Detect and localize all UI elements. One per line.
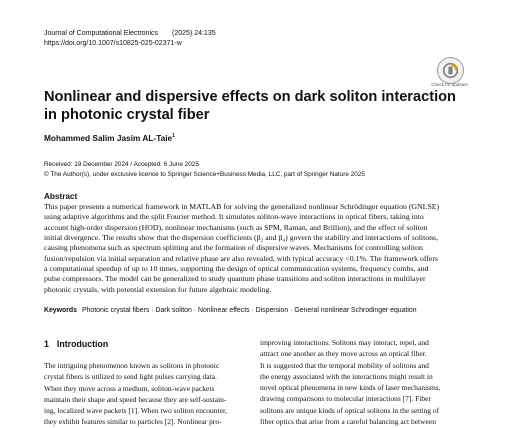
abstract-line: photonic crystals, with potential extension for future algebraic modeling. <box>44 284 272 294</box>
section-number: 1 <box>44 339 49 349</box>
journal-header <box>44 30 216 37</box>
abstract-line: pulse compressors. The model can be generalized to study quantum phase transitions and soliton interactions in multilayer <box>44 274 426 284</box>
abstract-line: causing phenomena such as spectrum splitting and the formation of dispersive waves. Mechanisms for controlling soliton <box>44 243 423 253</box>
abstract-line: account high-order dispersion (HOD), nonlinear mechanisms (such as SPM, Raman, and Brillion), and the effect of soliton <box>44 222 428 232</box>
abstract-line: This paper presents a numerical framework in MATLAB for solving the generalized nonlinear Schrödinger equation (GNLSE) <box>44 202 440 211</box>
abstract-heading: Abstract <box>44 192 78 201</box>
abstract-body <box>44 202 469 295</box>
body-line: maintain their shape and speed because they are self-sustain- <box>44 394 227 404</box>
section-heading <box>44 339 108 349</box>
right-column <box>260 337 441 427</box>
keywords-label: Keywords <box>44 307 77 314</box>
body-line: The intriguing phenomenon known as solitons in photonic <box>44 361 220 370</box>
copyright: © The Author(s), under exclusive licence to Springer Science+Business Media, LLC, part of Springer Nature 2025 <box>44 171 365 178</box>
keywords-list: Photonic crystal fibers · Dark soliton · Nonlinear effects · Dispersion · General nonlinear Schrodinger equation <box>81 307 417 314</box>
body-line: the energy associated with the interactions might result in <box>260 371 433 381</box>
title-line: Nonlinear and dispersive effects on dark soliton interaction <box>44 89 456 105</box>
body-line: ing, localized wave packets [1]. When two soliton encounter, <box>44 406 228 416</box>
left-column <box>44 360 227 428</box>
body-line: fiber optics that arise from a careful balancing act between <box>260 417 436 427</box>
body-line: crystal fibers is utilized to send light pulses carrying data. <box>44 372 217 382</box>
body-line: improving interactions. Solitons may interact, repel, and <box>260 338 429 347</box>
dates: Received: 19 December 2024 / Accepted: 6 June 2025 <box>44 161 199 168</box>
journal-year-issue: (2025) 24:135 <box>172 30 216 37</box>
section-title: Introduction <box>56 339 109 349</box>
title-line: in photonic crystal fiber <box>44 107 210 123</box>
keywords <box>44 307 417 314</box>
journal-name: Journal of Computational Electronics <box>44 30 159 37</box>
abstract-line: initial divergence. The results show that the dispersion coefficients (β₂ and β₄) govern the stability and interactions of solitons, <box>44 233 439 243</box>
abstract-line: using adaptive algorithms and the split Fourier method. It simulates soliton-wave interactions in optical fibers, taking into <box>44 212 424 222</box>
body-line: they exhibit features similar to particles [2]. Nonlinear pro- <box>44 417 222 427</box>
body-line: novel optical phenomena in new kinds of laser mechanisms, <box>260 383 441 393</box>
author <box>44 133 175 143</box>
body-line: attract one another as they move across an optical fiber. <box>260 349 427 359</box>
affiliation-mark[interactable]: 1 <box>172 133 175 140</box>
check-for-updates-label: Check for updates <box>431 82 468 87</box>
paper-title <box>44 88 456 124</box>
author-name: Mohammed Salim Jasim AL-Taie <box>44 133 173 143</box>
doi-link[interactable]: https://doi.org/10.1007/s10825-025-02371-w <box>44 40 182 47</box>
abstract-line: fusion/repulsion via initial separation and relative phase are also revealed, with typical accuracy <0.1%. The framework offers <box>44 253 439 263</box>
abstract-line: a computational speedup of up to 10 times, supporting the design of optical communication systems, frequency combs, and <box>44 264 429 274</box>
body-line: It is suggested that the temporal mobility of solitons and <box>260 360 429 370</box>
body-line: drawing comparisons to molecular interactions [7]. Fiber <box>260 394 431 404</box>
check-for-updates-icon <box>442 62 459 79</box>
body-line: When they move across a medium, soliton-wave packets <box>44 383 215 393</box>
body-line: solitons are unique kinds of optical solitons in the setting of <box>260 405 440 415</box>
check-for-updates-badge[interactable] <box>437 57 464 84</box>
